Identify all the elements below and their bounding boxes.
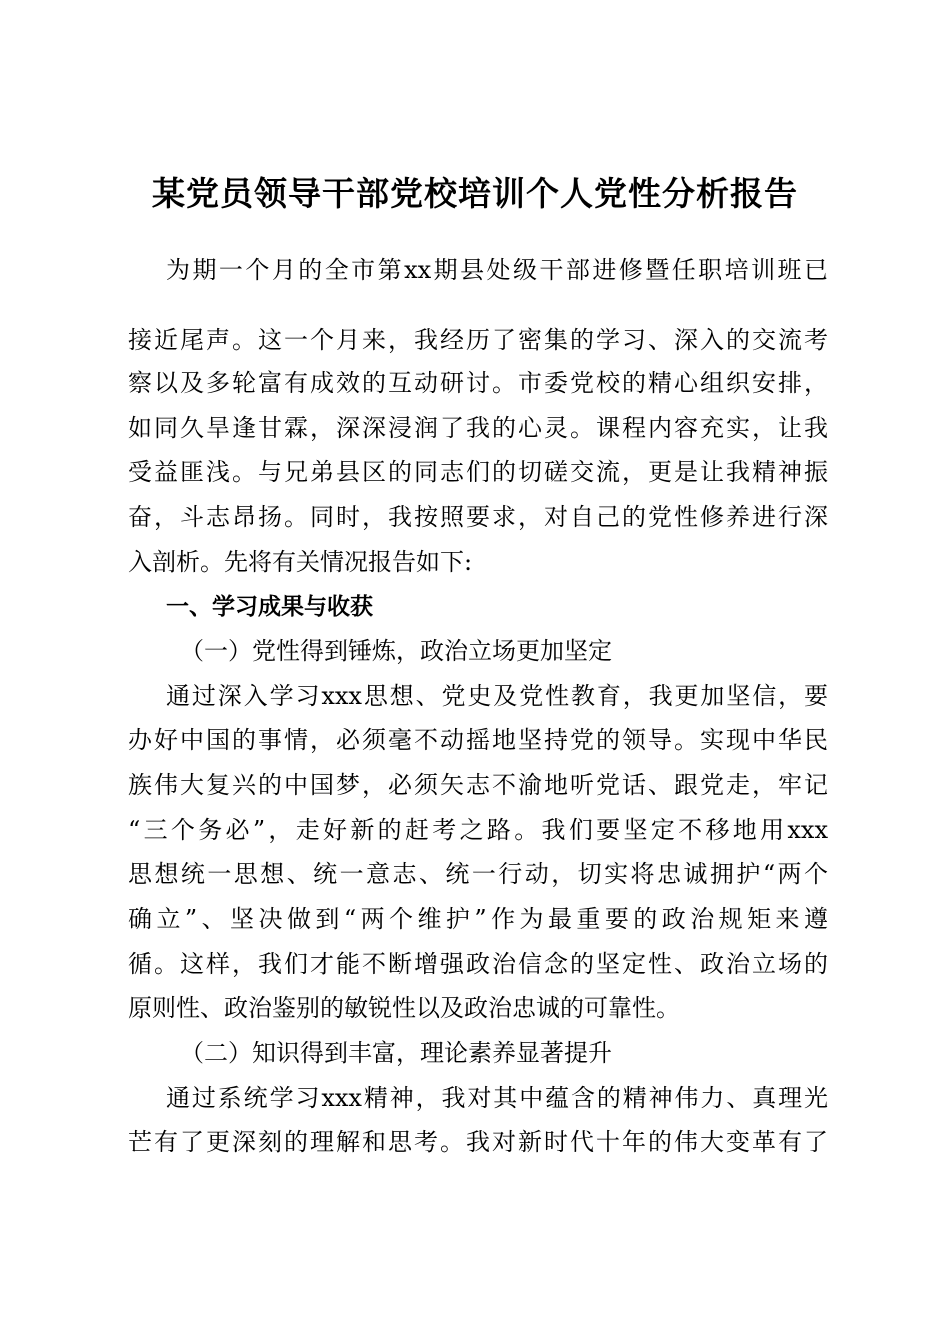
body-line: 确立”、坚决做到“两个维护”作为最重要的政治规矩来遵 xyxy=(128,905,828,933)
body-line: 族伟大复兴的中国梦，必须矢志不渝地听党话、跟党走，牢记 xyxy=(128,771,828,799)
intro-line: 为期一个月的全市第xx期县处级干部进修暨任职培训班已 xyxy=(166,256,828,284)
body-line: 思想统一思想、统一意志、统一行动，切实将忠诚拥护“两个 xyxy=(128,860,828,888)
body-line: 芒有了更深刻的理解和思考。我对新时代十年的伟大变革有了 xyxy=(128,1128,828,1156)
body-line: 办好中国的事情，必须毫不动摇地坚持党的领导。实现中华民 xyxy=(128,726,828,754)
intro-line: 如同久旱逢甘霖，深深浸润了我的心灵。课程内容充实，让我 xyxy=(128,414,828,442)
body-line: 原则性、政治鉴别的敏锐性以及政治忠诚的可靠性。 xyxy=(128,994,680,1022)
intro-line: 察以及多轮富有成效的互动研讨。市委党校的精心组织安排， xyxy=(128,369,828,397)
document-title: 某党员领导干部党校培训个人党性分析报告 xyxy=(152,174,798,213)
intro-line: 受益匪浅。与兄弟县区的同志们的切磋交流，更是让我精神振 xyxy=(128,458,828,486)
body-line: “三个务必”，走好新的赶考之路。我们要坚定不移地用xxx xyxy=(128,816,828,844)
body-line: 通过系统学习xxx精神，我对其中蕴含的精神伟力、真理光 xyxy=(166,1084,828,1112)
body-line: 通过深入学习xxx思想、党史及党性教育，我更加坚信，要 xyxy=(166,682,828,710)
section-heading: 一、学习成果与收获 xyxy=(166,594,373,620)
intro-line: 接近尾声。这一个月来，我经历了密集的学习、深入的交流考 xyxy=(128,326,828,354)
subsection-heading: （一）党性得到锤炼，政治立场更加坚定 xyxy=(180,637,612,665)
subsection-heading: （二）知识得到丰富，理论素养显著提升 xyxy=(180,1039,612,1067)
body-line: 循。这样，我们才能不断增强政治信念的坚定性、政治立场的 xyxy=(128,950,828,978)
intro-line: 奋，斗志昂扬。同时，我按照要求，对自己的党性修养进行深 xyxy=(128,503,828,531)
intro-line: 入剖析。先将有关情况报告如下: xyxy=(128,548,473,576)
